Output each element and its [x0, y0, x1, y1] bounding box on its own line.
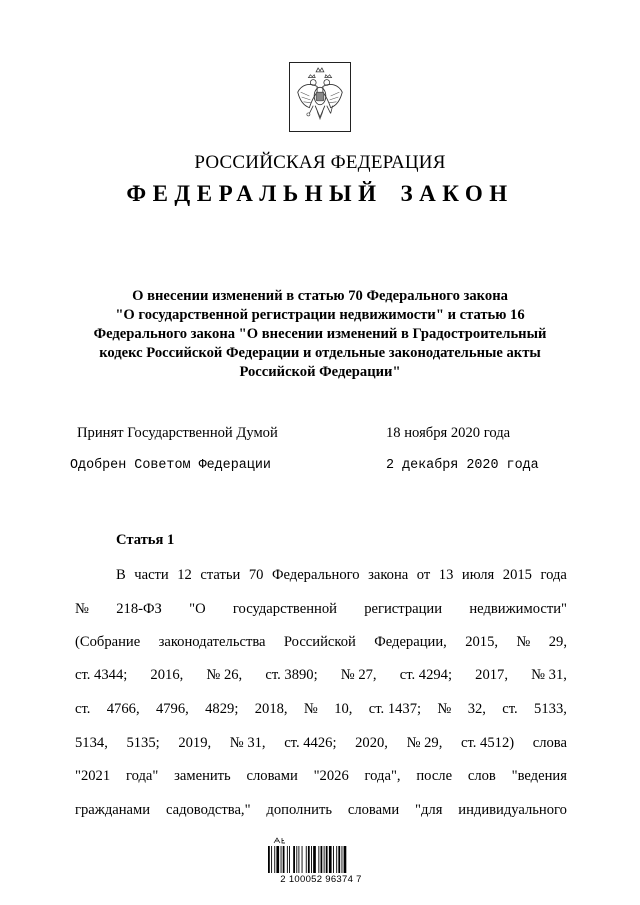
article-word: 4829; — [205, 701, 239, 717]
article-word: 70 — [248, 567, 264, 583]
article-word: ст. — [502, 701, 518, 717]
council-approval-label: Одобрен Советом Федерации — [70, 458, 271, 473]
article-word: Федерации, — [374, 634, 447, 650]
barcode-bar — [276, 846, 279, 873]
article-word: 13 — [438, 567, 454, 583]
barcode-bar — [344, 846, 347, 873]
article-word: ст. — [75, 701, 91, 717]
article-word: статьи — [200, 567, 241, 583]
barcode-bar — [338, 846, 340, 873]
article-word: 5135; — [126, 735, 160, 751]
article-word: 5134, — [75, 735, 108, 751]
article-word: ст. 4294; — [399, 667, 453, 683]
country-name: РОССИЙСКАЯ ФЕДЕРАЦИЯ — [194, 152, 446, 173]
barcode-number: 2 100052 96374 7 — [280, 874, 362, 885]
article-line — [116, 567, 567, 584]
article-word: заменить — [174, 768, 231, 784]
article-word: дополнить — [266, 802, 332, 818]
article-word: "О — [189, 601, 206, 617]
article-word: ст. 1437; — [368, 701, 422, 717]
document-type-part-1: ФЕДЕРАЛЬНЫЙ — [126, 181, 383, 206]
barcode-bar — [289, 846, 290, 873]
barcode-bar — [313, 846, 316, 873]
article-word: "для — [415, 802, 443, 818]
barcode-bar — [329, 846, 332, 873]
article-word: садоводства," — [165, 802, 251, 818]
article-word: закона — [368, 567, 409, 583]
barcode-bar — [336, 846, 337, 873]
article-word: недвижимости" — [469, 601, 567, 617]
article-word: 2015, — [465, 634, 499, 650]
article-line — [75, 735, 567, 752]
article-word: ст. 4512) — [461, 735, 515, 751]
barcode-bar — [326, 846, 328, 873]
article-line — [75, 802, 567, 819]
article-word: года" — [125, 768, 159, 784]
article-word: № — [437, 701, 452, 717]
barcode-bar — [311, 846, 312, 873]
article-word: государственной — [232, 601, 337, 617]
article-word: 4766, — [106, 701, 140, 717]
article-word: № 31, — [531, 667, 567, 683]
article-word: ст. 4426; — [284, 735, 337, 751]
article-word: № 29, — [406, 735, 443, 751]
article-word: "ведения — [511, 768, 567, 784]
barcode-bar — [302, 846, 303, 873]
law-title-line: О внесении изменений в статью 70 Федерального закона — [132, 288, 508, 304]
barcode-bar — [268, 846, 270, 873]
article-word: года", — [364, 768, 401, 784]
article-word: гражданами — [75, 802, 151, 818]
article-word: 2016, — [150, 667, 184, 683]
article-line — [75, 701, 567, 718]
barcode-bar — [318, 846, 319, 873]
duma-adoption-label: Принят Государственной Думой — [77, 425, 278, 441]
article-word: № — [75, 601, 89, 617]
barcode-bar — [293, 846, 295, 873]
barcode — [262, 837, 380, 897]
article-word: Федерального — [271, 567, 360, 583]
article-word: 2017, — [475, 667, 508, 683]
article-word: № 26, — [206, 667, 243, 683]
barcode-icon — [262, 837, 380, 875]
article-word: 2019, — [178, 735, 212, 751]
article-word: слов — [467, 768, 496, 784]
barcode-bar — [281, 846, 282, 873]
article-word: словами — [347, 802, 400, 818]
barcode-bar — [321, 846, 323, 873]
article-word: от — [416, 567, 431, 583]
law-title-line: Федерального закона "О внесении изменений в Градостроительный — [93, 326, 547, 342]
article-word: индивидуального — [458, 802, 567, 818]
article-word: 32, — [467, 701, 486, 717]
document-type — [0, 181, 640, 207]
article-heading: Статья 1 — [116, 532, 175, 548]
article-word: В — [116, 567, 126, 583]
article-word: года — [540, 567, 567, 583]
barcode-bar — [296, 846, 297, 873]
article-word: слова — [532, 735, 567, 751]
article-line — [75, 601, 567, 618]
article-word: 218-ФЗ — [116, 601, 162, 617]
article-word: 2015 — [502, 567, 532, 583]
article-word: № 31, — [229, 735, 266, 751]
article-word: 4796, — [155, 701, 189, 717]
article-word: законодательства — [158, 634, 266, 650]
law-title-line: "О государственной регистрации недвижимости" и статью 16 — [115, 307, 525, 323]
coat-of-arms-emblem — [289, 62, 351, 132]
stamp-mark — [274, 838, 285, 843]
duma-adoption-date: 18 ноября 2020 года — [386, 425, 511, 441]
article-word: после — [416, 768, 453, 784]
article-word: 10, — [334, 701, 353, 717]
article-word: № — [303, 701, 318, 717]
article-word: ст. 4344; — [75, 667, 128, 683]
article-line — [75, 768, 567, 785]
article-word: регистрации — [364, 601, 443, 617]
article-word: ст. 3890; — [265, 667, 318, 683]
barcode-bar — [306, 846, 307, 873]
barcode-bar — [274, 846, 275, 873]
article-word: части — [134, 567, 169, 583]
article-word: Российской — [283, 634, 356, 650]
barcode-bar — [287, 846, 288, 873]
article-line — [75, 667, 567, 684]
article-word: 5133, — [534, 701, 567, 717]
barcode-bar — [324, 846, 325, 873]
article-word: № — [516, 634, 531, 650]
council-approval-date: 2 декабря 2020 года — [386, 458, 539, 473]
document-type-part-2: ЗАКОН — [400, 181, 514, 206]
coat-of-arms-icon — [290, 63, 350, 131]
barcode-bar — [342, 846, 343, 873]
barcode-bar — [298, 846, 299, 873]
law-title — [70, 287, 570, 382]
article-word: "2026 — [313, 768, 349, 784]
article-word: словами — [246, 768, 298, 784]
law-title-line: кодекс Российской Федерации и отдельные законодательные акты — [99, 345, 541, 361]
barcode-bar — [308, 846, 310, 873]
article-word: 2018, — [254, 701, 288, 717]
barcode-bar — [333, 846, 334, 873]
article-line — [75, 634, 567, 651]
article-word: "2021 — [75, 768, 111, 784]
article-word: 12 — [177, 567, 192, 583]
barcode-bar — [271, 846, 272, 873]
article-word: (Собрание — [75, 634, 141, 650]
article-word: 2020, — [355, 735, 388, 751]
article-word: 29, — [548, 634, 567, 650]
article-word: июля — [461, 567, 495, 583]
law-title-line: Российской Федерации" — [239, 364, 401, 380]
barcode-bar — [283, 846, 285, 873]
article-word: № 27, — [340, 667, 377, 683]
